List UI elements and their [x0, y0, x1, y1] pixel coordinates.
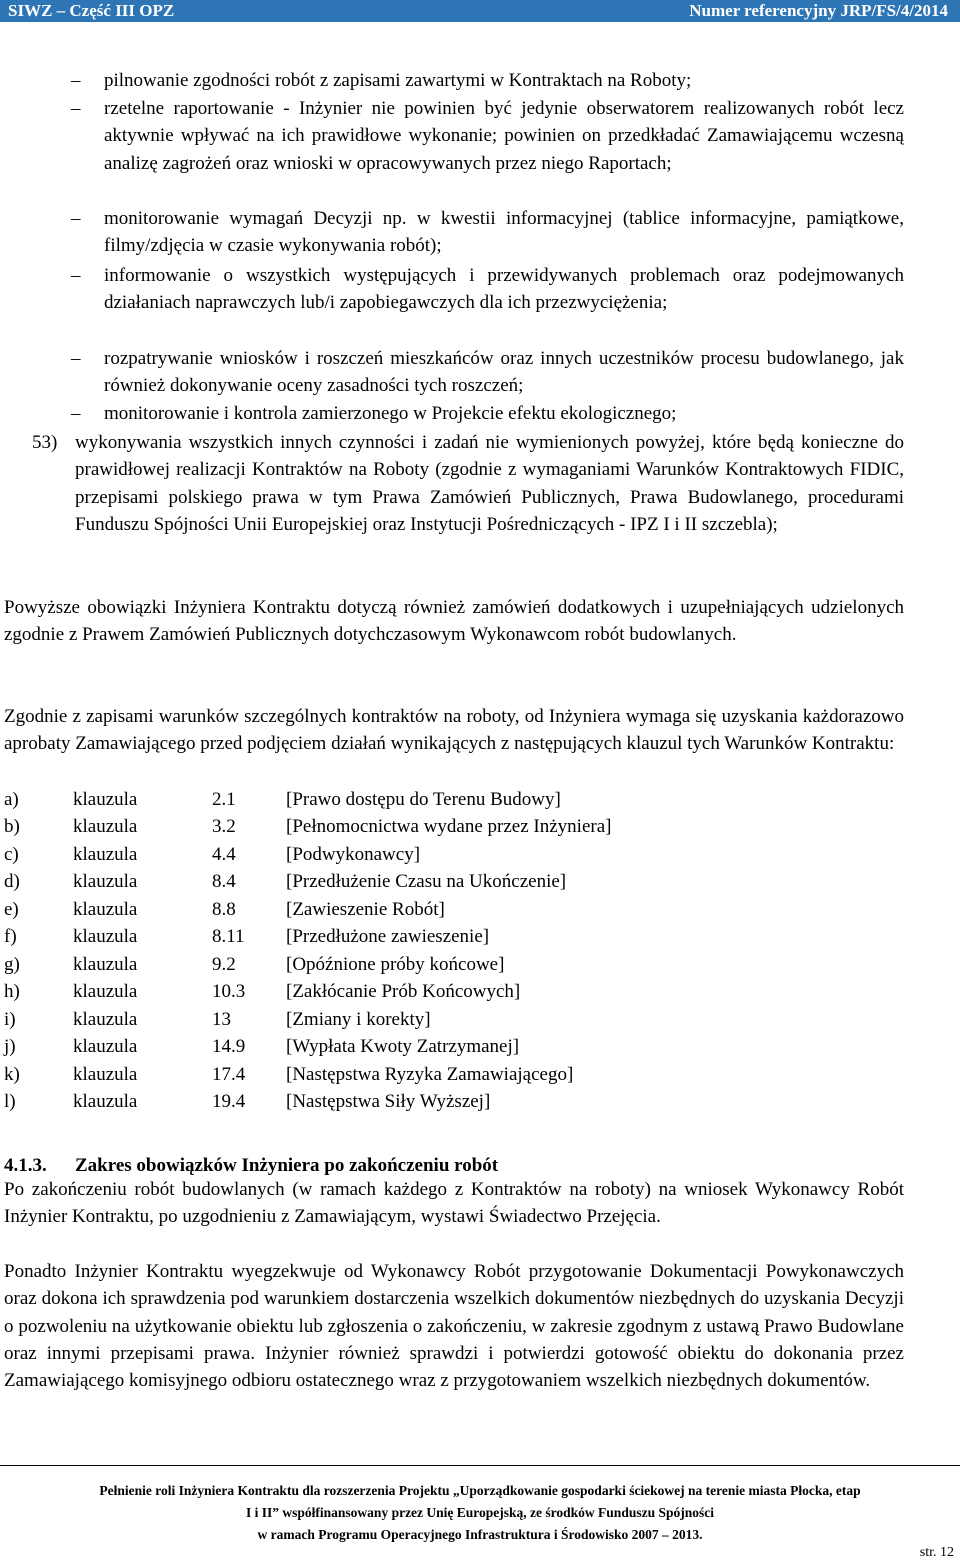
dash-bullet: – — [71, 70, 81, 91]
clause-letter: f) — [4, 926, 17, 947]
clause-description: [Opóźnione próby końcowe] — [286, 954, 505, 975]
clause-description: [Przedłużenie Czasu na Ukończenie] — [286, 871, 567, 892]
item-number: 53) — [32, 432, 58, 453]
list-item — [72, 262, 904, 317]
list-item-text: rzetelne raportowanie - Inżynier nie powinien być jedynie obserwatorem realizowanych robót lecz aktywnie wpływać na ich prawidłowe wykonanie; powinien on przedkładać Zamawiającemu wczesną analizę zagrożeń oraz wnioski w opracowywanych przez niego Raportach; — [104, 98, 904, 174]
clause-description: [Prawo dostępu do Terenu Budowy] — [286, 789, 561, 810]
paragraph-approval-clauses: Zgodnie z zapisami warunków szczególnych kontraktów na roboty, od Inżyniera wymaga się uzyskania każdorazowo aprobaty Zamawiającego przed podjęciem działań wynikających z następujących klauzul tych Warunków Kontraktu: — [4, 706, 904, 755]
clause-description: [Następstwa Siły Wyższej] — [286, 1091, 491, 1112]
clause-description: [Następstwa Ryzyka Zamawiającego] — [286, 1064, 574, 1085]
list-item-text: monitorowanie i kontrola zamierzonego w Projekcie efektu ekologicznego; — [104, 403, 677, 424]
clause-description: [Zmiany i korekty] — [286, 1009, 431, 1030]
clause-letter: h) — [4, 981, 20, 1002]
list-item — [72, 205, 904, 260]
clause-label: klauzula — [73, 1036, 138, 1057]
paragraph-post-completion: Ponadto Inżynier Kontraktu wyegzekwuje od Wykonawcy Robót przygotowanie Dokumentacji Powykonawczych oraz dokona ich sprawdzenia pod warunkiem dostarczenia wszelkich dokumentów niezbędnych do uzyskania Decyzji o pozwoleniu na użytkowanie obiektu lub zgłoszenia o zakończeniu, w zakresie zgodnym z ustawą Prawo Budowlane oraz innymi przepisami prawa. Inżynier również sprawdzi i potwierdzi gotowość obiektu do dokonania przez Zamawiającego komisyjnego odbioru ostatecznego wraz z przygotowaniem wszelkich niezbędnych dokumentów. — [4, 1261, 904, 1392]
clause-label: klauzula — [73, 816, 138, 837]
footer-line: I i II” współfinansowany przez Unię Europejską, ze środków Funduszu Spójności — [246, 1505, 714, 1520]
clause-letter: c) — [4, 844, 19, 865]
clause-letter: j) — [4, 1036, 16, 1057]
clause-number: 17.4 — [212, 1064, 246, 1085]
paragraph-additional-orders: Powyższe obowiązki Inżyniera Kontraktu dotyczą również zamówień dodatkowych i uzupełniających udzielonych zgodnie z Prawem Zamówień Publicznych dotychczasowym Wykonawcom robót budowlanych. — [4, 597, 904, 646]
list-item — [72, 400, 904, 427]
clause-letter: k) — [4, 1064, 20, 1085]
dash-bullet: – — [71, 403, 81, 424]
clause-number: 14.9 — [212, 1036, 246, 1057]
clause-number: 2.1 — [212, 789, 236, 810]
list-item-text: rozpatrywanie wniosków i roszczeń mieszkańców oraz innych uczestników procesu budowlanego, jak również dokonywanie oceny zasadności tych roszczeń; — [104, 348, 904, 397]
clause-label: klauzula — [73, 844, 138, 865]
header-reference-number: Numer referencyjny JRP/FS/4/2014 — [689, 1, 948, 20]
footer-line: Pełnienie roli Inżyniera Kontraktu dla rozszerzenia Projektu „Uporządkowanie gospodarki ściekowej na terenie miasta Płocka, etap — [99, 1483, 861, 1498]
clause-number: 9.2 — [212, 954, 236, 975]
clause-number: 8.11 — [212, 926, 245, 947]
clause-letter: e) — [4, 899, 19, 920]
page-number: str. 12 — [919, 1545, 954, 1560]
clause-label: klauzula — [73, 954, 138, 975]
clause-letter: b) — [4, 816, 20, 837]
list-item-text: pilnowanie zgodności robót z zapisami zawartymi w Kontraktach na Roboty; — [104, 70, 692, 91]
clause-number: 10.3 — [212, 981, 246, 1002]
clause-description: [Zawieszenie Robót] — [286, 899, 445, 920]
clause-letter: d) — [4, 871, 20, 892]
footer-divider — [0, 1465, 960, 1466]
clause-letter: g) — [4, 954, 20, 975]
document-footer — [0, 1480, 960, 1546]
section-title: Zakres obowiązków Inżyniera po zakończeniu robót — [75, 1155, 499, 1176]
clause-label: klauzula — [73, 789, 138, 810]
footer-line: w ramach Programu Operacyjnego Infrastruktura i Środowisko 2007 – 2013. — [257, 1527, 703, 1542]
clause-label: klauzula — [73, 981, 138, 1002]
clause-number: 13 — [212, 1009, 231, 1030]
clause-description: [Pełnomocnictwa wydane przez Inżyniera] — [286, 816, 612, 837]
clause-label: klauzula — [73, 1091, 138, 1112]
clause-number: 8.8 — [212, 899, 236, 920]
clause-number: 4.4 — [212, 844, 236, 865]
clause-label: klauzula — [73, 1009, 138, 1030]
dash-bullet: – — [71, 265, 81, 286]
list-item-text: monitorowanie wymagań Decyzji np. w kwestii informacyjnej (tablice informacyjne, pamiątkowe, filmy/zdjęcia w czasie wykonywania robót); — [104, 208, 904, 257]
dash-bullet: – — [71, 208, 81, 229]
dash-bullet: – — [71, 348, 81, 369]
clause-letter: i) — [4, 1009, 16, 1030]
clause-letter: l) — [4, 1091, 16, 1112]
clause-label: klauzula — [73, 871, 138, 892]
list-item — [72, 345, 904, 400]
clause-number: 8.4 — [212, 871, 236, 892]
clause-label: klauzula — [73, 926, 138, 947]
header-title: SIWZ – Część III OPZ — [8, 1, 175, 20]
numbered-item-53 — [32, 429, 904, 539]
clause-number: 3.2 — [212, 816, 236, 837]
paragraph-completion: Po zakończeniu robót budowlanych (w ramach każdego z Kontraktów na roboty) na wniosek Wykonawcy Robót Inżynier Kontraktu, po uzgodnieniu z Zamawiającym, wystawi Świadectwo Przejęcia. — [4, 1179, 904, 1228]
list-item — [72, 67, 904, 94]
list-item — [72, 95, 904, 177]
section-number: 4.1.3. — [4, 1155, 47, 1176]
clause-label: klauzula — [73, 899, 138, 920]
clause-description: [Zakłócanie Prób Końcowych] — [286, 981, 521, 1002]
dash-bullet: – — [71, 98, 81, 119]
clause-description: [Podwykonawcy] — [286, 844, 421, 865]
clause-letter: a) — [4, 789, 19, 810]
clause-description: [Przedłużone zawieszenie] — [286, 926, 490, 947]
document-header — [0, 0, 960, 22]
clause-description: [Wypłata Kwoty Zatrzymanej] — [286, 1036, 520, 1057]
list-item-text: informowanie o wszystkich występujących i przewidywanych problemach oraz podejmowanych działaniach naprawczych lub/i zapobiegawczych dla ich przezwyciężenia; — [104, 265, 904, 314]
clause-number: 19.4 — [212, 1091, 246, 1112]
item-text: wykonywania wszystkich innych czynności i zadań nie wymienionych powyżej, które będą konieczne do prawidłowej realizacji Kontraktów na Roboty (zgodnie z wymaganiami Warunków Kontraktowych FIDIC, przepisami polskiego prawa w tym Prawa Zamówień Publicznych, Prawa Budowlanego, procedurami Funduszu Spójności Unii Europejskiej oraz Instytucji Pośredniczących - IPZ I i II szczebla); — [75, 432, 904, 536]
clause-label: klauzula — [73, 1064, 138, 1085]
